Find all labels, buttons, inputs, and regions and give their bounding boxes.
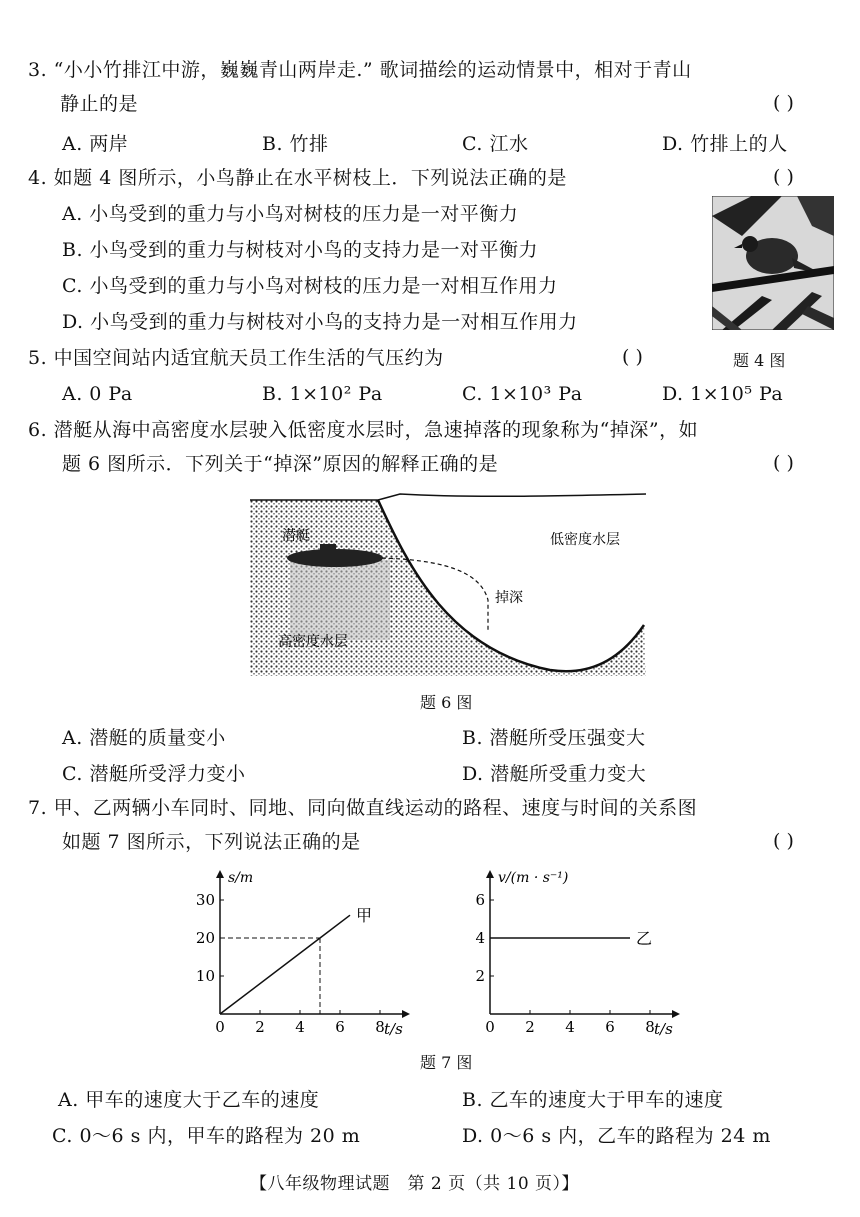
q6-answer-paren: ( ) [773,452,794,474]
q3-answer-paren: ( ) [773,92,794,114]
q7-option-d: D. 0～6 s 内，乙车的路程为 24 m [462,1125,771,1147]
q6-stem-line2: 题 6 图所示．下列关于“掉深”原因的解释正确的是 [62,453,499,475]
q6-option-b: B. 潜艇所受压强变大 [462,727,646,749]
q6-option-a: A. 潜艇的质量变小 [62,727,226,749]
q7-v-chart-y-tick-label: 6 [475,891,485,909]
q4-option-b: B. 小鸟受到的重力与树枝对小鸟的支持力是一对平衡力 [62,239,539,261]
q4-figure-caption: 题 4 图 [733,351,786,370]
q7-s-chart-series-label-0: 甲 [356,906,373,926]
q3-stem-line1: 3. “小小竹排江中游，巍巍青山两岸走.” 歌词描绘的运动情景中，相对于青山 [28,59,692,81]
q7-v-chart-x-label: t/s [654,1020,673,1038]
q7-v-chart-series-label-0: 乙 [636,929,653,948]
q6-submarine-figure [250,490,646,676]
q7-option-a: A. 甲车的速度大于乙车的速度 [58,1089,320,1111]
q3-option-b: B. 竹排 [262,133,329,155]
q7-s-chart-x-label: t/s [384,1020,403,1038]
q7-stem-line1: 7. 甲、乙两辆小车同时、同地、同向做直线运动的路程、速度与时间的关系图 [28,797,698,819]
page-footer: 【八年级物理试题 第 2 页（共 10 页）】 [250,1174,580,1194]
q6-option-d: D. 潜艇所受重力变大 [462,763,647,785]
q3-stem-line2: 静止的是 [60,93,139,115]
q5-stem: 5. 中国空间站内适宜航天员工作生活的气压约为 [28,347,444,369]
q6-label-high-density: 高密度水层 [278,634,348,650]
q7-v-chart-x-arrow [672,1010,680,1018]
q7-v-chart-x-tick-label: 0 [485,1018,495,1036]
q4-option-d: D. 小鸟受到的重力与树枝对小鸟的支持力是一对相互作用力 [62,311,578,333]
q7-figure-caption: 题 7 图 [420,1053,473,1072]
q4-answer-paren: ( ) [773,166,794,188]
q5-option-c: C. 1×10³ Pa [462,383,583,405]
q7-s-chart-y-tick-label: 20 [195,929,215,947]
q7-v-chart-x-tick-label: 2 [525,1018,535,1036]
q6-option-c: C. 潜艇所受浮力变小 [62,763,246,785]
q4-bird-figure [712,196,834,330]
q7-option-b: B. 乙车的速度大于甲车的速度 [462,1089,724,1111]
q7-s-chart-y-label: s/m [228,870,254,886]
q7-s-chart-y-arrow [216,870,224,878]
q7-v-chart-x-tick-label: 4 [565,1018,575,1036]
q5-option-b: B. 1×10² Pa [262,383,383,405]
q7-s-chart-x-tick-label: 0 [215,1018,225,1036]
q7-s-chart-x-tick-label: 8 [375,1018,385,1036]
q7-v-t-chart [448,862,718,1042]
q7-stem-line2: 如题 7 图所示，下列说法正确的是 [62,831,361,853]
q6-label-submarine: 潜艇 [282,528,310,544]
q7-s-chart-y-tick-label: 30 [195,891,215,909]
q7-v-chart-x-tick-label: 6 [605,1018,615,1036]
q7-s-chart-x-arrow [402,1010,410,1018]
q3-option-a: A. 两岸 [62,133,129,155]
q6-label-drop: 掉深 [495,590,523,606]
q5-option-a: A. 0 Pa [62,383,133,405]
q6-label-low-density: 低密度水层 [550,532,620,548]
q7-answer-paren: ( ) [773,830,794,852]
q4-option-c: C. 小鸟受到的重力与小鸟对树枝的压力是一对相互作用力 [62,275,558,297]
q7-v-chart-y-tick-label: 4 [475,929,485,947]
q5-answer-paren: ( ) [622,346,643,368]
q7-v-chart-x-tick-label: 8 [645,1018,655,1036]
q7-s-chart-x-tick-label: 2 [255,1018,265,1036]
q3-option-d: D. 竹排上的人 [662,133,788,155]
q7-s-chart-x-tick-label: 6 [335,1018,345,1036]
q4-stem: 4. 如题 4 图所示，小鸟静止在水平树枝上．下列说法正确的是 [28,167,567,189]
q7-v-chart-y-arrow [486,870,494,878]
q7-s-chart-x-tick-label: 4 [295,1018,305,1036]
q6-stem-line1: 6. 潜艇从海中高密度水层驶入低密度水层时，急速掉落的现象称为“掉深”，如 [28,419,699,441]
q3-option-c: C. 江水 [462,133,529,155]
q7-s-t-chart [180,862,440,1042]
q7-v-chart-y-label: v/(m · s⁻¹) [498,870,569,886]
q7-v-chart-y-tick-label: 2 [475,967,485,985]
q7-option-c: C. 0～6 s 内，甲车的路程为 20 m [52,1125,361,1147]
q7-s-chart-y-tick-label: 10 [195,967,215,985]
q7-s-chart-series-line-0 [220,915,350,1014]
q4-option-a: A. 小鸟受到的重力与小鸟对树枝的压力是一对平衡力 [62,203,519,225]
q5-option-d: D. 1×10⁵ Pa [662,383,784,405]
q6-figure-caption: 题 6 图 [420,693,473,712]
